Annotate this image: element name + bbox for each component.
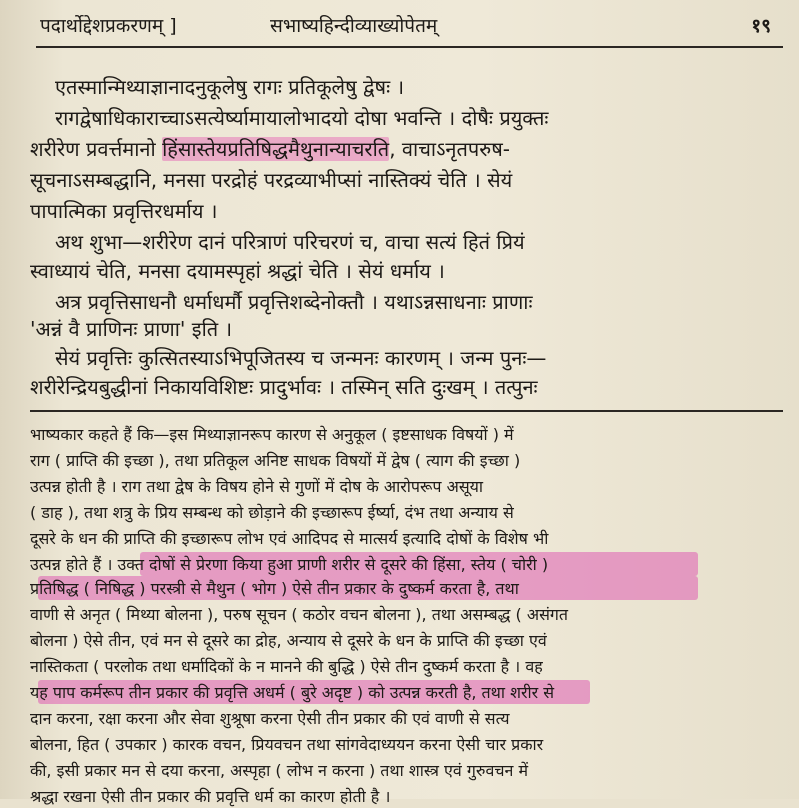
hindi-line: दूसरे के धन की प्राप्ति की इच्छारूप लोभ एवं आदिपद से मात्सर्य इत्यादि दोषों के विशेष भी <box>30 529 549 548</box>
header-rule <box>36 46 783 48</box>
hindi-line: प्रतिषिद्ध ( निषिद्ध ) परस्त्री से मैथुन ( भोग ) ऐसे तीन प्रकार के दुष्कर्म करता है, तथा <box>30 579 519 598</box>
hindi-line: भाष्यकार कहते हैं कि—इस मिथ्याज्ञानरूप कारण से अनुकूल ( इष्टसाधक विषयों ) में <box>30 425 514 444</box>
hindi-line: उत्पन्न होते हैं । उक्त दोषों से प्रेरणा किया हुआ प्राणी शरीर से दूसरे की हिंसा, स्तेय ( चोरी ) <box>30 555 549 574</box>
sanskrit-line: सूचनाऽसम्बद्धानि, मनसा परद्रोहं परद्रव्याभीप्सां नास्तिक्यं चेति । सेयं <box>30 168 513 192</box>
sanskrit-line: अत्र प्रवृत्तिसाधनौ धर्माधर्मौ प्रवृत्तिशब्देनोक्तौ । यथाऽन्नसाधनाः प्राणाः <box>55 290 533 314</box>
hindi-line: बोलना, हित ( उपकार ) कारक वचन, प्रियवचन तथा सांगवेदाध्ययन करना ऐसी चार प्रकार <box>30 735 544 754</box>
sanskrit-line-highlighted <box>30 136 790 162</box>
sanskrit-line: पापात्मिका प्रवृत्तिरधर्माय । <box>30 199 218 223</box>
sanskrit-line: शरीरेन्द्रियबुद्धीनां निकायविशिष्टः प्रादुर्भावः । तस्मिन् सति दुःखम् । तत्पुनः <box>30 375 538 399</box>
sanskrit-line: 'अन्नं वै प्राणिनः प्राणा' इति । <box>30 317 233 341</box>
hindi-line: की, इसी प्रकार मन से दया करना, अस्पृहा ( लोभ न करना ) तथा शास्त्र एवं गुरुवचन में <box>30 761 529 780</box>
sanskrit-line: रागद्वेषाधिकाराच्चाऽसत्येर्ष्यामायालोभादयो दोषा भवन्ति । दोषैः प्रयुक्तः <box>55 106 549 130</box>
sanskrit-line: सेयं प्रवृत्तिः कुत्सितस्याऽभिपूजितस्य च जन्मनः कारणम् । जन्म पुनः— <box>55 346 547 370</box>
hindi-line: नास्तिकता ( परलोक तथा धर्मादिकों के न मानने की बुद्धि ) ऐसे तीन दुष्कर्म करता है । वह <box>30 657 543 676</box>
book-title: सभाष्यहिन्दीव्याख्योपेतम् <box>270 15 438 37</box>
section-title: पदार्थोद्देशप्रकरणम् ] <box>40 15 177 37</box>
hindi-line: वाणी से अनृत ( मिथ्या बोलना ), परुष सूचन ( कठोर वचन बोलना ), तथा असम्बद्ध ( असंगत <box>30 605 569 624</box>
highlighted-phrase: हिंसास्तेयप्रतिषिद्धमैथुनान्याचरति <box>162 137 390 161</box>
hindi-line: बोलना ) ऐसे तीन, एवं मन से दूसरे का द्रोह, अन्याय से दूसरे के धन के प्राप्ति की इच्छा एवं <box>30 631 547 650</box>
page-number: १९ <box>751 15 771 37</box>
sanskrit-line: अथ शुभा—शरीरेण दानं परित्राणं परिचरणं च, वाचा सत्यं हितं प्रियं <box>55 230 525 254</box>
hindi-line: ( डाह ), तथा शत्रु के प्रिय सम्बन्ध को छोड़ाने की इच्छारूप ईर्ष्या, दंभ तथा अन्याय से <box>30 503 514 522</box>
sanskrit-text: शरीरेण प्रवर्त्तमानो <box>30 137 163 161</box>
hindi-line: उत्पन्न होती है । राग तथा द्वेष के विषय होने से गुणों में दोष के आरोपरूप असूया <box>30 477 484 496</box>
sanskrit-text: , वाचाऽनृतपरुष- <box>389 137 511 161</box>
hindi-line: यह पाप कर्मरूप तीन प्रकार की प्रवृत्ति अधर्म ( बुरे अदृष्ट ) को उत्पन्न करती है, तथा शरीर से <box>30 683 555 702</box>
sanskrit-line: एतस्मान्मिथ्याज्ञानादनुकूलेषु रागः प्रतिकूलेषु द्वेषः । <box>55 75 405 99</box>
hindi-line: श्रद्धा रखना ऐसी तीन प्रकार की प्रवृत्ति धर्म का कारण होती है । <box>30 787 391 806</box>
sanskrit-line: स्वाध्यायं चेति, मनसा दयामस्पृहां श्रद्धां चेति । सेयं धर्माय । <box>30 259 445 283</box>
hindi-line: दान करना, रक्षा करना और सेवा शुश्रूषा करना ऐसी तीन प्रकार की एवं वाणी से सत्य <box>30 709 510 728</box>
running-header <box>40 4 787 44</box>
section-divider <box>30 410 783 412</box>
hindi-line: राग ( प्राप्ति की इच्छा ), तथा प्रतिकूल अनिष्ट साधक विषयों में द्वेष ( त्याग की इच्छा ) <box>30 451 521 470</box>
